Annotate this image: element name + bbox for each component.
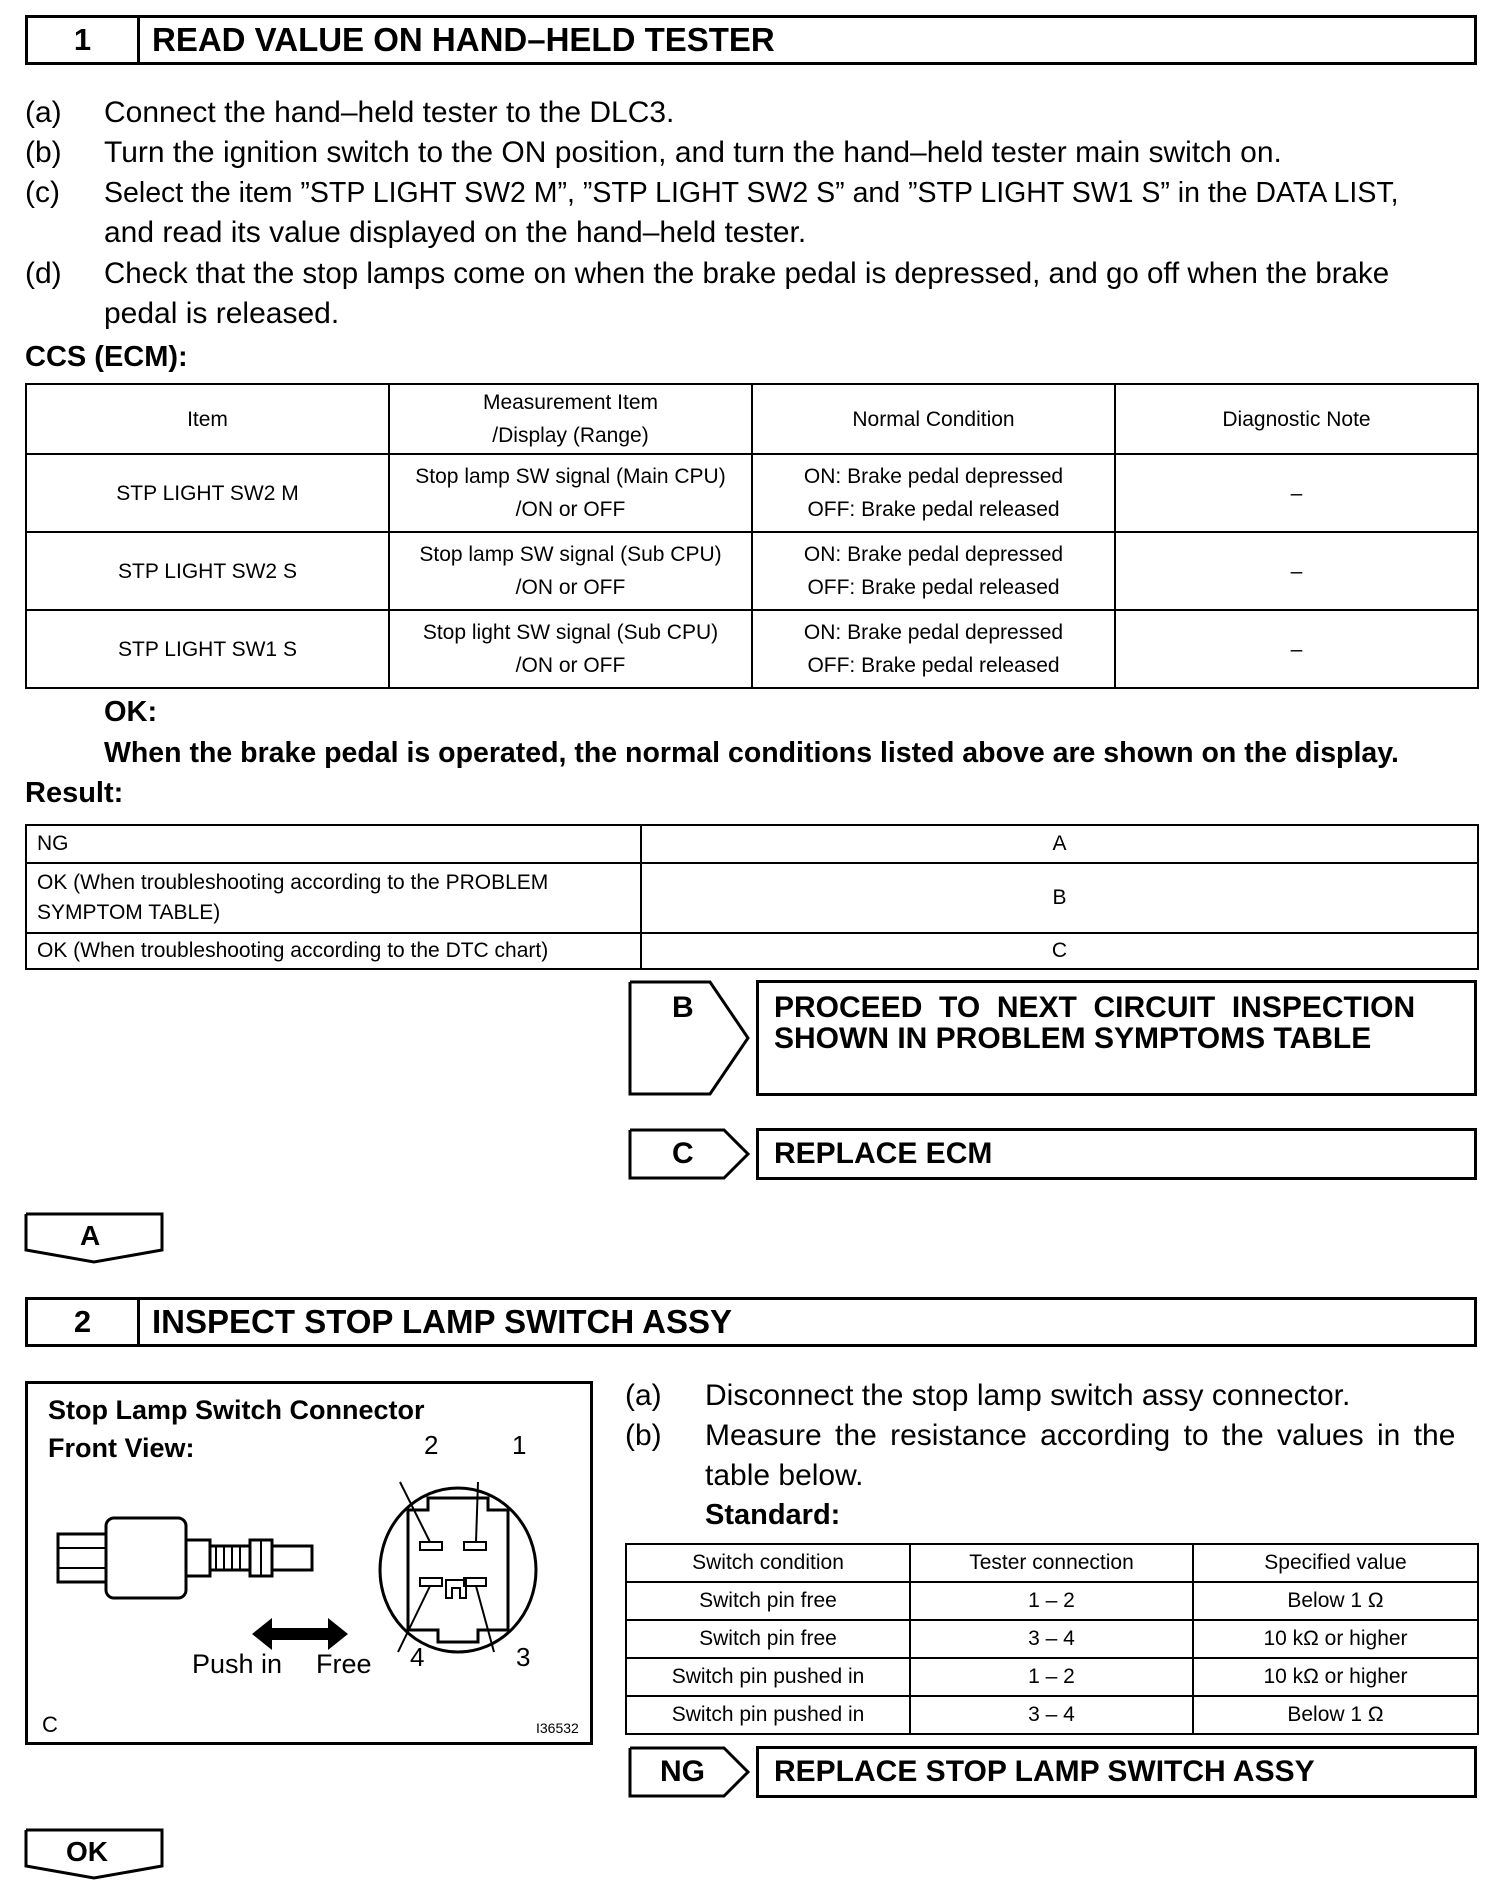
normal-condition-cell: [752, 454, 1115, 532]
ccs-data-table: [25, 383, 1479, 689]
note-cell: –: [1115, 532, 1478, 610]
condition-line: ON: Brake pedal depressed: [803, 543, 1064, 566]
condition-line: OFF: Brake pedal released: [807, 654, 1060, 677]
instruction-text: Measure the resistance according to the values in the: [705, 1419, 1456, 1452]
result-condition: OK (When troubleshooting according to the PROBLEM SYMPTOM TABLE): [26, 863, 641, 933]
instruction-letter: (b): [25, 136, 62, 169]
measurement-line: Stop lamp SW signal (Sub CPU): [419, 543, 722, 566]
outcome-c-code: C: [672, 1137, 694, 1170]
note-cell: –: [1115, 454, 1478, 532]
instruction-letter: (a): [25, 96, 62, 129]
switch-condition-cell: Switch pin free: [626, 1620, 910, 1658]
condition-line: OFF: Brake pedal released: [807, 498, 1060, 521]
pin-label-1: 1: [512, 1430, 527, 1460]
continue-a-label: A: [80, 1220, 101, 1251]
result-code: A: [641, 825, 1478, 863]
table-row: [626, 1696, 1478, 1734]
outcome-ng-code: NG: [660, 1755, 705, 1788]
column-header: Diagnostic Note: [1115, 384, 1478, 454]
figure-corner-letter: C: [42, 1712, 58, 1737]
table-row: [26, 933, 1478, 969]
column-header: Item: [26, 384, 389, 454]
table-row: [26, 532, 1478, 610]
instruction-text: Connect the hand–held tester to the DLC3.: [104, 96, 675, 129]
connector-figure: [25, 1381, 593, 1745]
item-cell: STP LIGHT SW2 M: [26, 454, 389, 532]
result-code: C: [641, 933, 1478, 969]
stop-lamp-switch-icon: [48, 1504, 368, 1614]
standard-heading: Standard:: [705, 1499, 841, 1531]
measurement-line: Stop light SW signal (Sub CPU): [422, 621, 719, 644]
instruction-letter: (c): [25, 176, 60, 209]
instruction-letter: (a): [625, 1379, 662, 1412]
figure-id: I36532: [536, 1720, 579, 1736]
outcome-b-code: B: [672, 991, 694, 1024]
figure-title: Stop Lamp Switch Connector: [48, 1395, 425, 1425]
instruction-letter: (b): [625, 1419, 662, 1452]
ccs-heading: CCS (ECM):: [25, 341, 188, 373]
step-number: 1: [28, 18, 140, 62]
step-2-header: [25, 1297, 1477, 1347]
measurement-line: /ON or OFF: [515, 576, 626, 599]
continue-ok-label: OK: [66, 1836, 108, 1867]
instruction-text: Check that the stop lamps come on when the brake pedal is depressed, and go off when the brake: [104, 257, 1390, 290]
result-code: B: [641, 863, 1478, 933]
table-row: [626, 1620, 1478, 1658]
column-header: Tester connection: [910, 1544, 1193, 1582]
ok-text: When the brake pedal is operated, the normal conditions listed above are shown on the display.: [104, 737, 1399, 769]
measurement-line: Stop lamp SW signal (Main CPU): [415, 465, 726, 488]
table-row: [26, 863, 1478, 933]
step-title: READ VALUE ON HAND–HELD TESTER: [152, 21, 775, 58]
measurement-cell: [389, 454, 752, 532]
free-label: Free: [316, 1649, 372, 1679]
result-condition: OK (When troubleshooting according to the DTC chart): [26, 933, 641, 969]
step-1-header: [25, 15, 1477, 65]
figure-subtitle: Front View:: [48, 1433, 195, 1463]
result-table: [25, 824, 1479, 970]
normal-condition-cell: [752, 532, 1115, 610]
outcome-b-line-1: PROCEED TO NEXT CIRCUIT INSPECTION: [774, 991, 1416, 1024]
note-cell: –: [1115, 610, 1478, 688]
switch-condition-cell: Switch pin pushed in: [626, 1696, 910, 1734]
instruction-text: Turn the ignition switch to the ON position, and turn the hand–held tester main switch on.: [104, 136, 1282, 169]
outcome-c-text: REPLACE ECM: [774, 1137, 993, 1170]
push-in-label: Push in: [192, 1649, 283, 1679]
specified-value-cell: Below 1 Ω: [1193, 1582, 1478, 1620]
tester-connection-cell: 3 – 4: [910, 1620, 1193, 1658]
instruction-text: pedal is released.: [104, 297, 340, 330]
table-row: [626, 1582, 1478, 1620]
item-cell: STP LIGHT SW2 S: [26, 532, 389, 610]
switch-condition-cell: Switch pin pushed in: [626, 1658, 910, 1696]
step-title: INSPECT STOP LAMP SWITCH ASSY: [152, 1303, 733, 1340]
instruction-letter: (d): [25, 257, 62, 290]
specified-value-cell: Below 1 Ω: [1193, 1696, 1478, 1734]
column-header: Switch condition: [626, 1544, 910, 1582]
column-header: Normal Condition: [752, 384, 1115, 454]
table-row: [26, 825, 1478, 863]
condition-line: ON: Brake pedal depressed: [803, 621, 1064, 644]
table-header-row: [26, 384, 1478, 454]
specified-value-cell: 10 kΩ or higher: [1193, 1620, 1478, 1658]
column-header: Measurement Item /Display (Range): [389, 384, 752, 454]
instruction-text: Select the item ”STP LIGHT SW2 M”, ”STP LIGHT SW2 S” and ”STP LIGHT SW1 S” in the DATA LIST,: [104, 177, 1399, 209]
measurement-cell: [389, 610, 752, 688]
instruction-text: Disconnect the stop lamp switch assy connector.: [705, 1379, 1351, 1412]
step-number: 2: [28, 1300, 140, 1344]
measurement-cell: [389, 532, 752, 610]
normal-condition-cell: [752, 610, 1115, 688]
table-row: [26, 454, 1478, 532]
ok-label: OK:: [104, 696, 158, 728]
standard-table: [625, 1543, 1479, 1735]
result-heading: Result:: [25, 777, 124, 809]
double-arrow-icon: [250, 1614, 350, 1654]
result-condition: NG: [26, 825, 641, 863]
table-row: [626, 1658, 1478, 1696]
outcome-ng-text: REPLACE STOP LAMP SWITCH ASSY: [774, 1755, 1315, 1788]
column-header: Specified value: [1193, 1544, 1478, 1582]
tester-connection-cell: 1 – 2: [910, 1658, 1193, 1696]
specified-value-cell: 10 kΩ or higher: [1193, 1658, 1478, 1696]
table-row: [26, 610, 1478, 688]
condition-line: OFF: Brake pedal released: [807, 576, 1060, 599]
table-header-row: [626, 1544, 1478, 1582]
pin-label-2: 2: [424, 1430, 439, 1460]
pin-label-4: 4: [410, 1642, 425, 1672]
outcome-b-line-2: SHOWN IN PROBLEM SYMPTOMS TABLE: [774, 1022, 1372, 1055]
tester-connection-cell: 1 – 2: [910, 1582, 1193, 1620]
instruction-text: table below.: [705, 1459, 864, 1492]
switch-condition-cell: Switch pin free: [626, 1582, 910, 1620]
tester-connection-cell: 3 – 4: [910, 1696, 1193, 1734]
instruction-text: and read its value displayed on the hand–held tester.: [104, 216, 807, 249]
measurement-line: /ON or OFF: [515, 498, 626, 521]
condition-line: ON: Brake pedal depressed: [803, 465, 1064, 488]
item-cell: STP LIGHT SW1 S: [26, 610, 389, 688]
measurement-line: /ON or OFF: [515, 654, 626, 677]
pin-label-3: 3: [516, 1642, 531, 1672]
